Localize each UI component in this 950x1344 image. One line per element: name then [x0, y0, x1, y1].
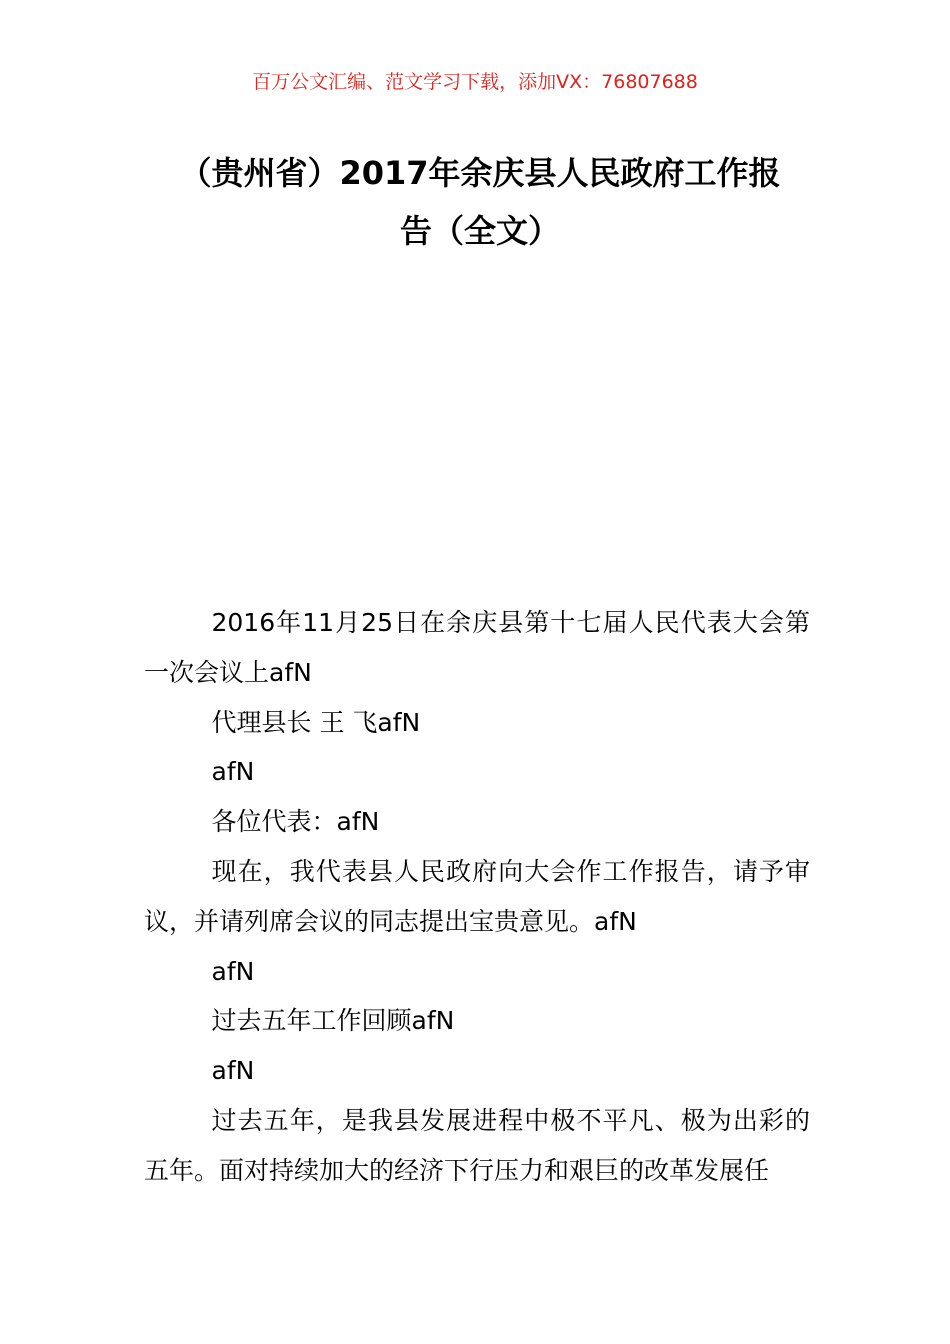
- paragraph: 过去五年工作回顾afN: [211, 1006, 455, 1036]
- paragraph: 现在，我代表县人民政府向大会作工作报告，请予审议，并请列席会议的同志提出宝贵意见。afN: [144, 856, 810, 936]
- document-body: [144, 598, 810, 1196]
- paragraph: 各位代表：afN: [211, 807, 380, 837]
- paragraph: afN: [211, 757, 255, 787]
- paragraph: 代理县长 王 飞afN: [211, 707, 421, 737]
- paragraph: afN: [211, 1056, 255, 1086]
- header-note: 百万公文汇编、范文学习下载，添加VX：76807688: [252, 71, 698, 93]
- paragraph: 过去五年，是我县发展进程中极不平凡、极为出彩的五年。面对持续加大的经济下行压力和艰巨的改革发展任: [144, 1105, 810, 1185]
- paragraph: afN: [211, 956, 255, 986]
- document-title-line-1: （贵州省）2017年余庆县人民政府工作报: [179, 154, 781, 192]
- document-title-line-2: 告（全文）: [399, 212, 560, 250]
- paragraph: 2016年11月25日在余庆县第十七届人民代表大会第一次会议上afN: [144, 608, 810, 687]
- document-title: [150, 144, 810, 260]
